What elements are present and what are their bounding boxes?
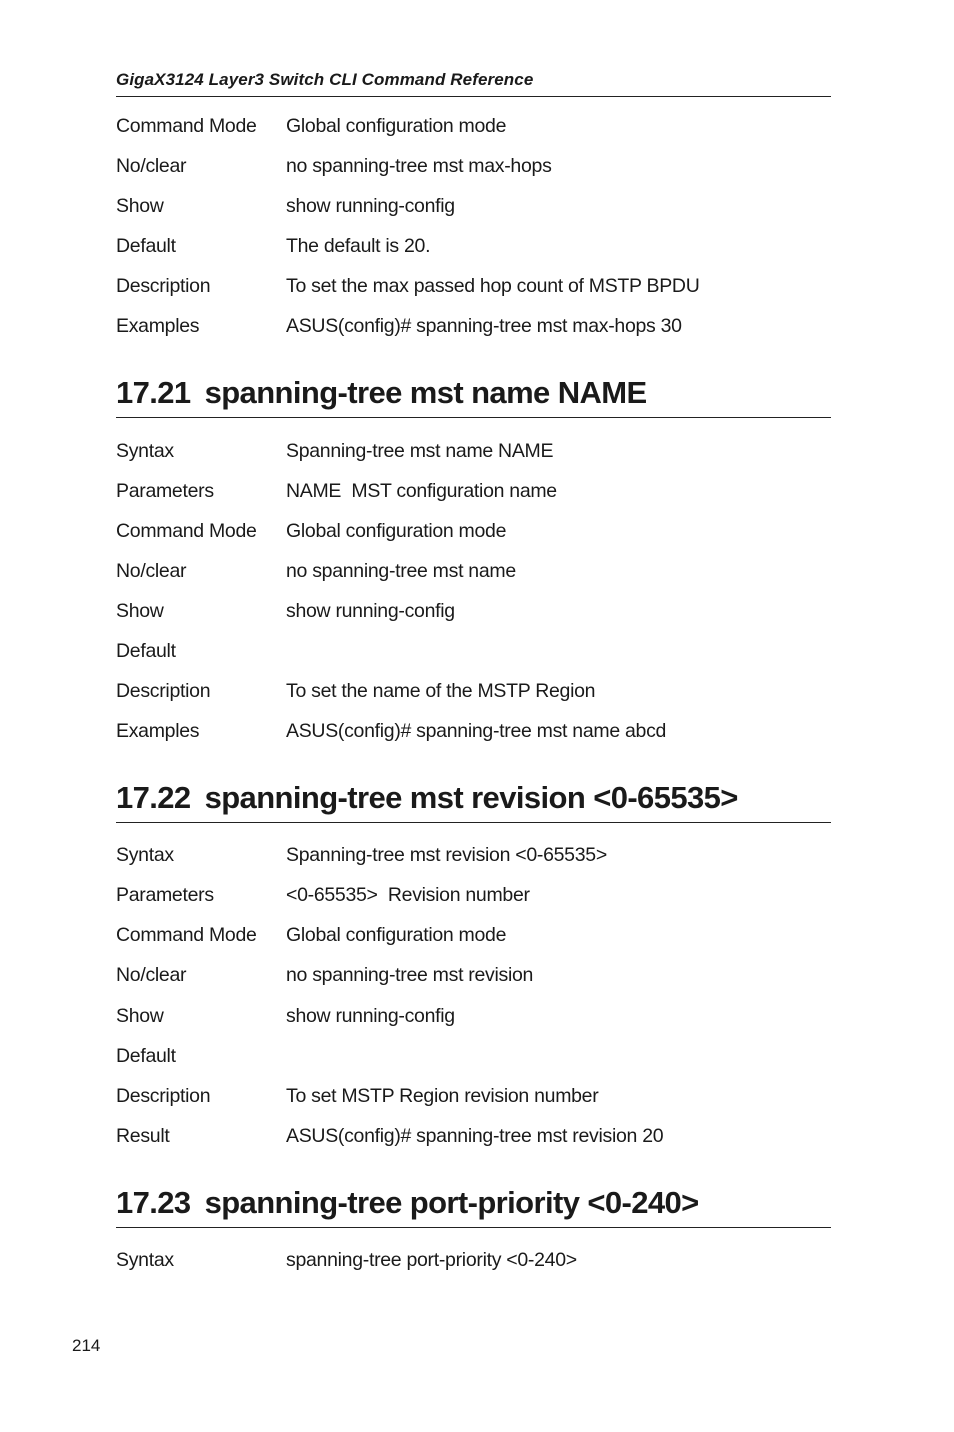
- property-row: [116, 235, 831, 263]
- property-label: Syntax: [116, 844, 174, 866]
- property-label: Show: [116, 195, 164, 217]
- property-label: Command Mode: [116, 520, 257, 542]
- property-label: Result: [116, 1125, 170, 1147]
- property-label: No/clear: [116, 560, 187, 582]
- property-row: [116, 1045, 831, 1073]
- property-value: Global configuration mode: [286, 924, 507, 946]
- section-number: 17.21: [116, 375, 191, 410]
- property-row: [116, 924, 831, 952]
- property-label: Parameters: [116, 480, 214, 502]
- property-row: [116, 600, 831, 628]
- property-row: [116, 1005, 831, 1033]
- section-divider: [116, 822, 831, 823]
- property-row: [116, 884, 831, 912]
- property-row: [116, 640, 831, 668]
- property-label: Examples: [116, 315, 200, 337]
- property-value: The default is 20.: [286, 235, 431, 257]
- property-row: [116, 520, 831, 548]
- property-value: Global configuration mode: [286, 520, 507, 542]
- property-label: Description: [116, 275, 211, 297]
- property-value: ASUS(config)# spanning-tree mst revision 20: [286, 1125, 664, 1147]
- property-value: no spanning-tree mst max-hops: [286, 155, 552, 177]
- property-label: Syntax: [116, 1249, 174, 1271]
- property-label: Default: [116, 235, 176, 257]
- property-label: Command Mode: [116, 115, 257, 137]
- property-label: Examples: [116, 720, 200, 742]
- property-row: [116, 480, 831, 508]
- property-label: Parameters: [116, 884, 214, 906]
- property-row: [116, 1125, 831, 1153]
- section-divider: [116, 417, 831, 418]
- page-number: 214: [72, 1336, 101, 1355]
- property-row: [116, 115, 831, 143]
- property-value: NAME MST configuration name: [286, 480, 557, 502]
- property-label: Show: [116, 1005, 164, 1027]
- section-heading: [116, 1185, 831, 1221]
- property-label: Command Mode: [116, 924, 257, 946]
- section-title: spanning-tree mst name NAME: [204, 375, 647, 410]
- property-value: show running-config: [286, 1005, 455, 1027]
- property-value: Global configuration mode: [286, 115, 507, 137]
- property-value: Spanning-tree mst name NAME: [286, 440, 554, 462]
- section-divider: [116, 1227, 831, 1228]
- property-label: Description: [116, 680, 211, 702]
- property-row: [116, 964, 831, 992]
- property-label: No/clear: [116, 964, 187, 986]
- property-row: [116, 195, 831, 223]
- property-row: [116, 155, 831, 183]
- section-number: 17.22: [116, 780, 191, 815]
- property-value: To set MSTP Region revision number: [286, 1085, 599, 1107]
- property-value: show running-config: [286, 195, 455, 217]
- property-value: no spanning-tree mst revision: [286, 964, 534, 986]
- property-row: [116, 844, 831, 872]
- property-value: Spanning-tree mst revision <0-65535>: [286, 844, 607, 866]
- property-row: [116, 560, 831, 588]
- property-row: [116, 680, 831, 708]
- property-row: [116, 275, 831, 303]
- property-value: no spanning-tree mst name: [286, 560, 516, 582]
- property-row: [116, 440, 831, 468]
- property-row: [116, 720, 831, 748]
- section-heading: [116, 780, 831, 816]
- property-value: <0-65535> Revision number: [286, 884, 530, 906]
- section-title: spanning-tree port-priority <0-240>: [204, 1185, 699, 1220]
- property-label: Default: [116, 640, 176, 662]
- property-value: spanning-tree port-priority <0-240>: [286, 1249, 577, 1271]
- property-label: Show: [116, 600, 164, 622]
- property-label: Default: [116, 1045, 176, 1067]
- running-header: GigaX3124 Layer3 Switch CLI Command Reference: [116, 70, 534, 89]
- property-value: To set the max passed hop count of MSTP BPDU: [286, 275, 700, 297]
- property-row: [116, 315, 831, 343]
- property-label: Description: [116, 1085, 211, 1107]
- property-row: [116, 1249, 831, 1277]
- property-row: [116, 1085, 831, 1113]
- header-divider: [116, 96, 831, 97]
- property-label: No/clear: [116, 155, 187, 177]
- property-value: ASUS(config)# spanning-tree mst name abcd: [286, 720, 667, 742]
- property-value: show running-config: [286, 600, 455, 622]
- section-title: spanning-tree mst revision <0-65535>: [204, 780, 738, 815]
- property-value: ASUS(config)# spanning-tree mst max-hops 30: [286, 315, 682, 337]
- property-label: Syntax: [116, 440, 174, 462]
- section-number: 17.23: [116, 1185, 191, 1220]
- section-heading: [116, 375, 831, 411]
- property-value: To set the name of the MSTP Region: [286, 680, 596, 702]
